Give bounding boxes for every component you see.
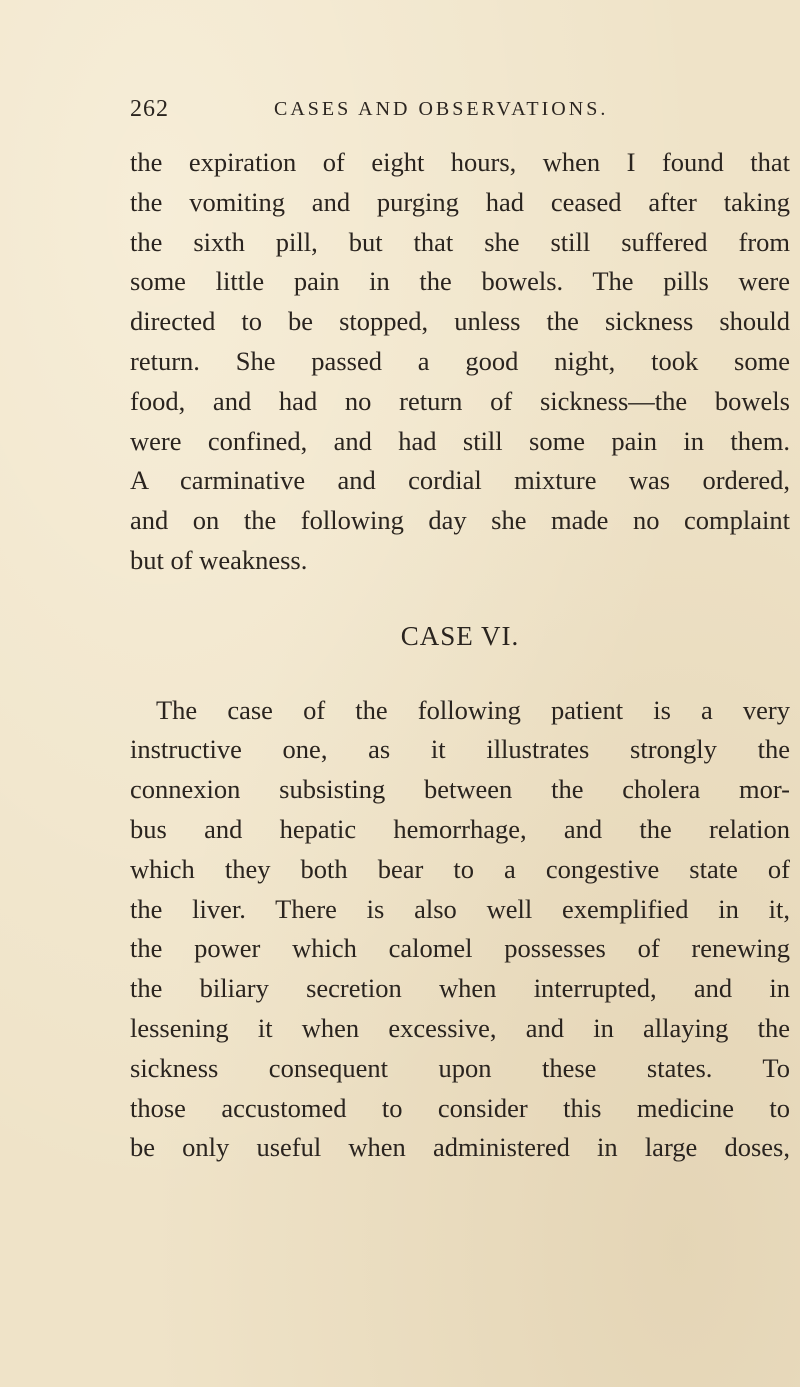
text-line: directed to be stopped, unless the sickness should [130,306,790,337]
text-line: return. She passed a good night, took some [130,345,790,376]
text-line: those accustomed to consider this medicine to [130,1092,790,1123]
section-heading: CASE VI. [400,620,520,651]
paragraph-2 [130,691,790,1169]
text-line: the biliary secretion when interrupted, and in [130,973,790,1004]
paragraph-1 [130,143,790,581]
text-line: some little pain in the bowels. The pills were [130,266,790,297]
text-line: the vomiting and purging had ceased after taking [130,186,790,217]
text-line: instructive one, as it illustrates strongly the [130,734,790,765]
text-line: connexion subsisting between the cholera mor- [130,774,790,805]
text-line: sickness consequent upon these states. To [130,1052,790,1083]
text-line: The case of the following patient is a very [156,694,790,725]
text-line: the expiration of eight hours, when I found that [130,147,790,177]
text-line: lessening it when excessive, and in allaying the [130,1012,790,1043]
text-line: the power which calomel possesses of renewing [130,933,790,964]
page-number: 262 [130,96,169,122]
text-line: were confined, and had still some pain in them. [130,425,790,456]
text-line: the sixth pill, but that she still suffered from [130,226,790,257]
text-line: the liver. There is also well exemplified in it, [130,893,790,924]
running-title: CASES AND OBSERVATIONS. [274,98,609,120]
text-line: which they both bear to a congestive state of [130,853,790,884]
text-line: and on the following day she made no complaint [130,505,790,536]
text-line: food, and had no return of sickness—the bowels [130,385,790,416]
text-line: be only useful when administered in large doses, [130,1132,790,1163]
text-line: but of weakness. [130,544,308,575]
text-line: A carminative and cordial mixture was ordered, [130,465,790,496]
text-line: bus and hepatic hemorrhage, and the relation [130,813,790,844]
body-text [130,143,790,1168]
